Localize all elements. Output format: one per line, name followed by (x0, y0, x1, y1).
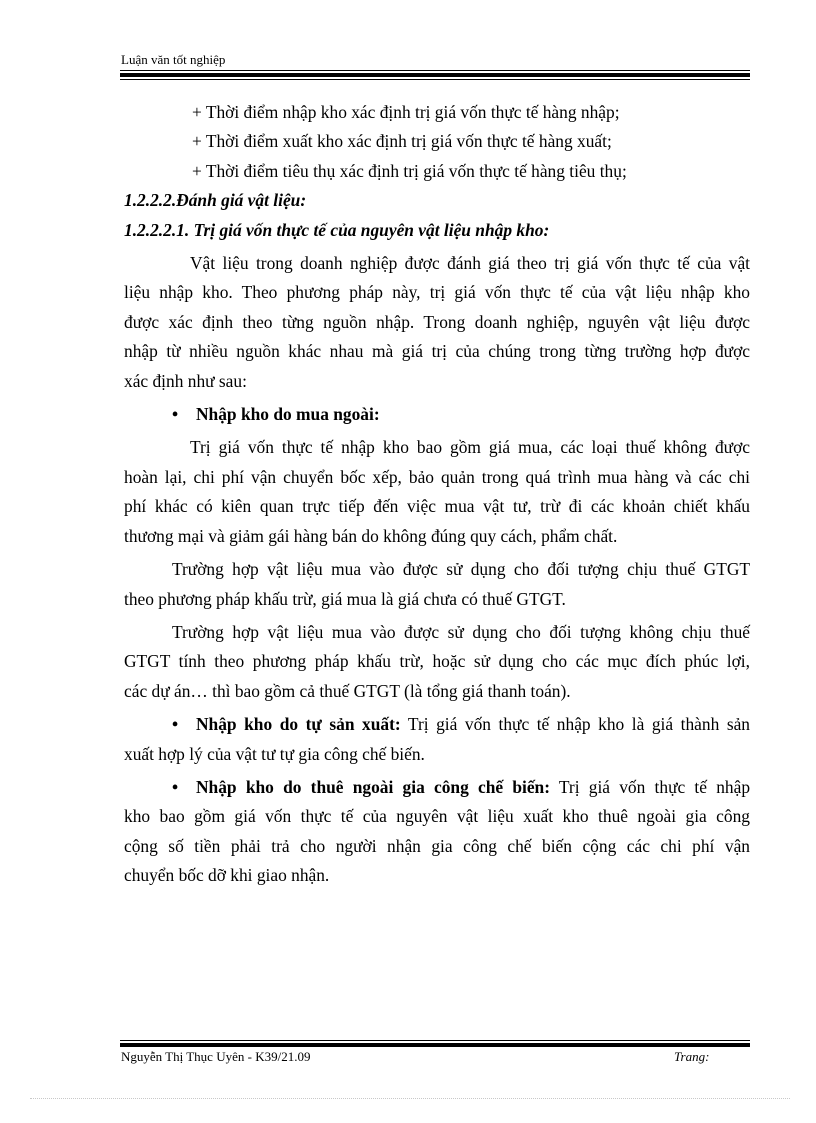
subsection-heading: 1.2.2.2.1. Trị giá vốn thực tế của nguyên vật liệu nhập kho: (124, 219, 550, 240)
section-heading: 1.2.2.2.Đánh giá vật liệu: (124, 190, 307, 211)
bullet-title: Nhập kho do tự sản xuất: (196, 714, 401, 735)
footer-author: Nguyễn Thị Thục Uyên - K39/21.09 (121, 1049, 311, 1064)
bullet-item (124, 773, 750, 802)
paragraph-line: Vật liệu trong doanh nghiệp được đánh giá theo trị giá vốn thực tế của vật (190, 253, 750, 274)
plus-item: + Thời điểm nhập kho xác định trị giá vốn thực tế hàng nhập; (192, 102, 620, 122)
paragraph-line: Trường hợp vật liệu mua vào được sử dụng cho đối tượng không chịu thuế (172, 621, 750, 642)
paragraph-line: chuyển bốc dỡ khi giao nhận. (124, 865, 330, 886)
bullet-marker: • (172, 776, 179, 797)
paragraph-line: Trị giá vốn thực tế nhập kho bao gồm giá mua, các loại thuế không được (190, 437, 750, 458)
bullet-marker: • (172, 404, 179, 425)
bullet-title: Nhập kho do thuê ngoài gia công chế biến: (196, 776, 551, 797)
paragraph-line: thương mại và giảm gái hàng bán do không đúng quy cách, phẩm chất. (124, 525, 618, 546)
bullet-text: Trị giá vốn thực tế nhập kho là giá thành sản (400, 714, 751, 735)
bullet-text: Trị giá vốn thực tế nhập (550, 776, 751, 797)
bullet-marker: • (172, 714, 179, 735)
footer-rule-thick (120, 1043, 750, 1047)
plus-item: + Thời điểm tiêu thụ xác định trị giá vốn thực tế hàng tiêu thụ; (192, 160, 627, 181)
paragraph-line: cộng số tiền phải trả cho người nhận gia công chế biến cộng các chi phí vận (124, 835, 750, 856)
paragraph-line: xác định như sau: (124, 370, 247, 391)
header-rule-thin (120, 70, 750, 71)
page-edge-dotted-line (30, 1098, 790, 1099)
footer-rule-thin (120, 1040, 750, 1041)
paragraph-line: xuất hợp lý của vật tư tự gia công chế biến. (124, 743, 425, 764)
header-title: Luận văn tốt nghiệp (121, 52, 226, 67)
bullet-item (124, 710, 750, 739)
paragraph-line: theo phương pháp khấu trừ, giá mua là giá chưa có thuế GTGT. (124, 588, 566, 609)
paragraph-line: các dự án… thì bao gồm cả thuế GTGT (là tổng giá thanh toán). (124, 680, 571, 701)
bullet-item (124, 400, 750, 429)
plus-item: + Thời điểm xuất kho xác định trị giá vốn thực tế hàng xuất; (192, 131, 612, 152)
paragraph-line: nhập từ nhiều nguồn khác nhau mà giá trị của chúng trong từng trường hợp được (124, 341, 750, 362)
paragraph-line: phí khác có kiên quan trực tiếp đến việc mua vật tư, trừ đi các khoản chiết khấu (124, 496, 750, 517)
document-body (124, 98, 750, 891)
paragraph-line: Trường hợp vật liệu mua vào được sử dụng cho đối tượng chịu thuế GTGT (172, 559, 750, 580)
paragraph-line: kho bao gồm giá vốn thực tế của nguyên vật liệu xuất kho thuê ngoài gia công (124, 806, 750, 827)
paragraph-line: được xác định theo từng nguồn nhập. Trong doanh nghiệp, nguyên vật liệu được (124, 311, 750, 332)
paragraph-line: GTGT tính theo phương pháp khấu trừ, hoặc sử dụng cho các mục đích phúc lợi, (124, 651, 750, 672)
footer-page-label: Trang: (674, 1049, 710, 1064)
paragraph-line: liệu nhập kho. Theo phương pháp này, trị giá vốn thực tế của vật liệu nhập kho (124, 282, 750, 303)
bullet-title: Nhập kho do mua ngoài: (196, 404, 380, 425)
paragraph-line: hoàn lại, chi phí vận chuyển bốc xếp, bảo quản trong quá trình mua hàng và các chi (124, 466, 750, 487)
header-rule-thick (120, 73, 750, 77)
header-rule-thin-lower (120, 79, 750, 80)
